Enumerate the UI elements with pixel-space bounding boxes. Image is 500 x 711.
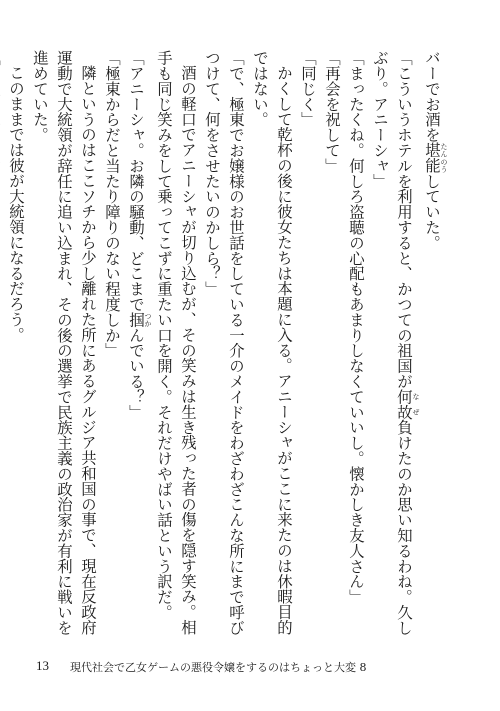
paragraph-9: 「アニーシャ。お隣の騒動、どこまで掴 つかんでいる？」: [127, 50, 152, 420]
paragraph-2: 「こういうホテルを利用すると、かつての祖国が何故 なぜ負けたのか思い知るわね。久しぶり。アニーシャ」: [371, 50, 420, 636]
furigana-tsukan: 掴 つか: [127, 311, 152, 328]
paragraph-4: 「再会を祝して」: [323, 50, 341, 174]
body-text: [7, 50, 448, 640]
paragraph-13: [0, 50, 4, 640]
furigana-naze: 何故 なぜ: [395, 388, 420, 420]
furigana-tannou: 堪能 たんのう: [423, 142, 448, 174]
page-footer: [36, 658, 466, 678]
paragraph-6: かくして乾杯の後に彼女たちは本題に入る。アニーシャがここに来たのは休暇目的ではない。: [251, 50, 293, 636]
paragraph-12: このままでは彼が大統領になるだろう。: [7, 65, 25, 343]
paragraph-8: 酒の軽口でアニーシャが切り込むが、その笑みは生き残った者の傷を隠す笑み。相手も同じ笑みをして乗ってこずに重たい口を開く。それだけやばい話という訳だ。: [155, 50, 197, 636]
paragraph-10: 「極東からだと当たり障りのない程度しか」: [103, 50, 121, 358]
paragraph-3: 「まったくね。何しろ盗聴の心配もあまりしなくていいし。懐かしき友人さん」: [347, 50, 365, 605]
paragraph-1: バーでお酒を堪能 たんのうしていた。: [423, 50, 448, 251]
paragraph-7: 「で、極東でお嬢様のお世話をしている一介のメイドをわざわざこんな所にまで呼びつけて、何をさせたいのかしら？」: [203, 50, 245, 636]
paragraph-11: 隣というのはここソチから少し離れた所にあるグルジア共和国の事で、現在反政府運動で大統領が辞任に追い込まれ、その後の選挙で民族主義の政治家が有利に戦いを進めていた。: [31, 50, 97, 636]
running-title: 現代社会で乙女ゲームの悪役令嬢をするのはちょっと大変 8: [70, 661, 367, 674]
page-number: 13: [36, 658, 49, 673]
paragraph-5: 「同じく」: [299, 50, 317, 127]
